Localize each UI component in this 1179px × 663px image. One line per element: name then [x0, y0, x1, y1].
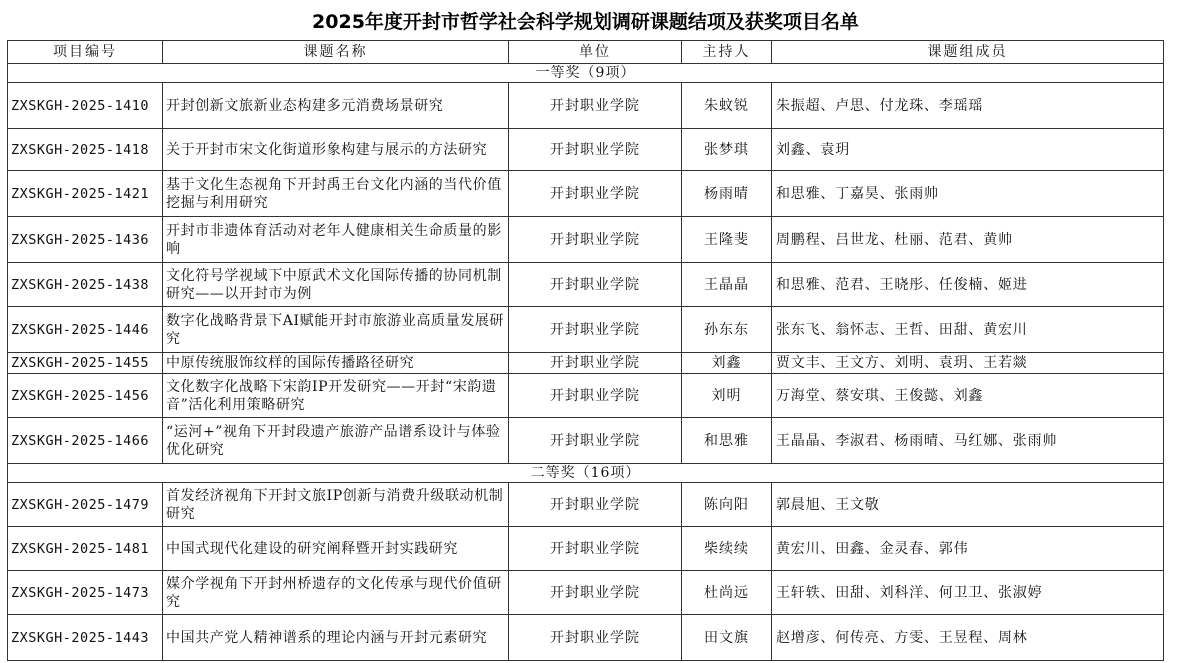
unit-cell: 开封职业学院 [509, 418, 682, 464]
project-code-cell: ZXSKGH-2025-1421 [8, 171, 163, 217]
members-cell: 贾文丰、王文方、刘明、袁玥、王若燚 [772, 353, 1164, 374]
members-cell: 郭晨旭、王文敬 [772, 483, 1164, 527]
host-cell: 田文旗 [682, 615, 772, 661]
unit-cell: 开封职业学院 [509, 527, 682, 571]
project-code-cell: ZXSKGH-2025-1479 [8, 483, 163, 527]
unit-cell: 开封职业学院 [509, 374, 682, 418]
project-code-cell: ZXSKGH-2025-1443 [8, 615, 163, 661]
members-cell: 张东飞、翁怀志、王哲、田甜、黄宏川 [772, 307, 1164, 353]
host-cell: 王隆斐 [682, 217, 772, 263]
host-cell: 柴续续 [682, 527, 772, 571]
project-code-cell: ZXSKGH-2025-1418 [8, 129, 163, 171]
members-cell: 赵增彦、何传亮、方雯、王昱程、周林 [772, 615, 1164, 661]
project-name-cell: 中国共产党人精神谱系的理论内涵与开封元素研究 [163, 615, 509, 661]
table-row [8, 263, 1164, 307]
project-name-cell: 基于文化生态视角下开封禹王台文化内涵的当代价值挖掘与利用研究 [163, 171, 509, 217]
members-cell: 和思雅、丁嘉昊、张雨帅 [772, 171, 1164, 217]
host-cell: 和思雅 [682, 418, 772, 464]
project-code-cell: ZXSKGH-2025-1438 [8, 263, 163, 307]
project-code-cell: ZXSKGH-2025-1436 [8, 217, 163, 263]
project-code-cell: ZXSKGH-2025-1481 [8, 527, 163, 571]
project-code-cell: ZXSKGH-2025-1473 [8, 571, 163, 615]
project-code-cell: ZXSKGH-2025-1466 [8, 418, 163, 464]
table-row [8, 483, 1164, 527]
award-table [7, 40, 1164, 661]
project-name-cell: 首发经济视角下开封文旅IP创新与消费升级联动机制研究 [163, 483, 509, 527]
project-code-cell: ZXSKGH-2025-1456 [8, 374, 163, 418]
project-name-cell: 媒介学视角下开封州桥遗存的文化传承与现代价值研究 [163, 571, 509, 615]
unit-cell: 开封职业学院 [509, 129, 682, 171]
project-name-cell: 开封创新文旅新业态构建多元消费场景研究 [163, 83, 509, 129]
project-name-cell: 中国式现代化建设的研究阐释暨开封实践研究 [163, 527, 509, 571]
project-code-cell: ZXSKGH-2025-1455 [8, 353, 163, 374]
project-code-cell: ZXSKGH-2025-1410 [8, 83, 163, 129]
unit-cell: 开封职业学院 [509, 353, 682, 374]
unit-cell: 开封职业学院 [509, 571, 682, 615]
project-name-cell: 文化数字化战略下宋韵IP开发研究——开封“宋韵遗音”活化利用策略研究 [163, 374, 509, 418]
header-unit: 单位 [509, 41, 682, 64]
host-cell: 王晶晶 [682, 263, 772, 307]
table-row [8, 129, 1164, 171]
unit-cell: 开封职业学院 [509, 217, 682, 263]
project-name-cell: 开封市非遗体育活动对老年人健康相关生命质量的影响 [163, 217, 509, 263]
table-row [8, 571, 1164, 615]
host-cell: 朱蚊锐 [682, 83, 772, 129]
unit-cell: 开封职业学院 [509, 483, 682, 527]
host-cell: 张梦琪 [682, 129, 772, 171]
unit-cell: 开封职业学院 [509, 83, 682, 129]
project-code-cell: ZXSKGH-2025-1446 [8, 307, 163, 353]
table-row [8, 527, 1164, 571]
host-cell: 刘鑫 [682, 353, 772, 374]
table-row [8, 374, 1164, 418]
table-row [8, 353, 1164, 374]
table-row [8, 307, 1164, 353]
table-row [8, 217, 1164, 263]
header-row [8, 41, 1164, 64]
members-cell: 和思雅、范君、王晓彤、任俊楠、姬进 [772, 263, 1164, 307]
members-cell: 刘鑫、袁玥 [772, 129, 1164, 171]
page-title: 2025年度开封市哲学社会科学规划调研课题结项及获奖项目名单 [312, 11, 859, 33]
section-row [8, 64, 1164, 83]
host-cell: 杨雨晴 [682, 171, 772, 217]
host-cell: 孙东东 [682, 307, 772, 353]
header-host: 主持人 [682, 41, 772, 64]
table-body [8, 64, 1164, 661]
members-cell: 黄宏川、田鑫、金灵春、郭伟 [772, 527, 1164, 571]
host-cell: 杜尚远 [682, 571, 772, 615]
table-row [8, 418, 1164, 464]
members-cell: 王晶晶、李淑君、杨雨晴、马红娜、张雨帅 [772, 418, 1164, 464]
section-row [8, 464, 1164, 483]
project-name-cell: 文化符号学视域下中原武术文化国际传播的协同机制研究——以开封市为例 [163, 263, 509, 307]
table-row [8, 83, 1164, 129]
members-cell: 万海堂、蔡安琪、王俊懿、刘鑫 [772, 374, 1164, 418]
host-cell: 刘明 [682, 374, 772, 418]
unit-cell: 开封职业学院 [509, 171, 682, 217]
section-label: 一等奖（9项） [8, 64, 1164, 83]
header-code: 项目编号 [8, 41, 163, 64]
header-members: 课题组成员 [772, 41, 1164, 64]
project-name-cell: 关于开封市宋文化街道形象构建与展示的方法研究 [163, 129, 509, 171]
project-name-cell: “运河+”视角下开封段遗产旅游产品谱系设计与体验优化研究 [163, 418, 509, 464]
project-name-cell: 中原传统服饰纹样的国际传播路径研究 [163, 353, 509, 374]
unit-cell: 开封职业学院 [509, 263, 682, 307]
members-cell: 周鹏程、吕世龙、杜丽、范君、黄帅 [772, 217, 1164, 263]
project-name-cell: 数字化战略背景下AI赋能开封市旅游业高质量发展研究 [163, 307, 509, 353]
unit-cell: 开封职业学院 [509, 615, 682, 661]
members-cell: 朱振超、卢思、付龙珠、李瑶瑶 [772, 83, 1164, 129]
host-cell: 陈向阳 [682, 483, 772, 527]
unit-cell: 开封职业学院 [509, 307, 682, 353]
section-label: 二等奖（16项） [8, 464, 1164, 483]
table-row [8, 171, 1164, 217]
members-cell: 王轩轶、田甜、刘科洋、何卫卫、张淑婷 [772, 571, 1164, 615]
table-row [8, 615, 1164, 661]
header-name: 课题名称 [163, 41, 509, 64]
